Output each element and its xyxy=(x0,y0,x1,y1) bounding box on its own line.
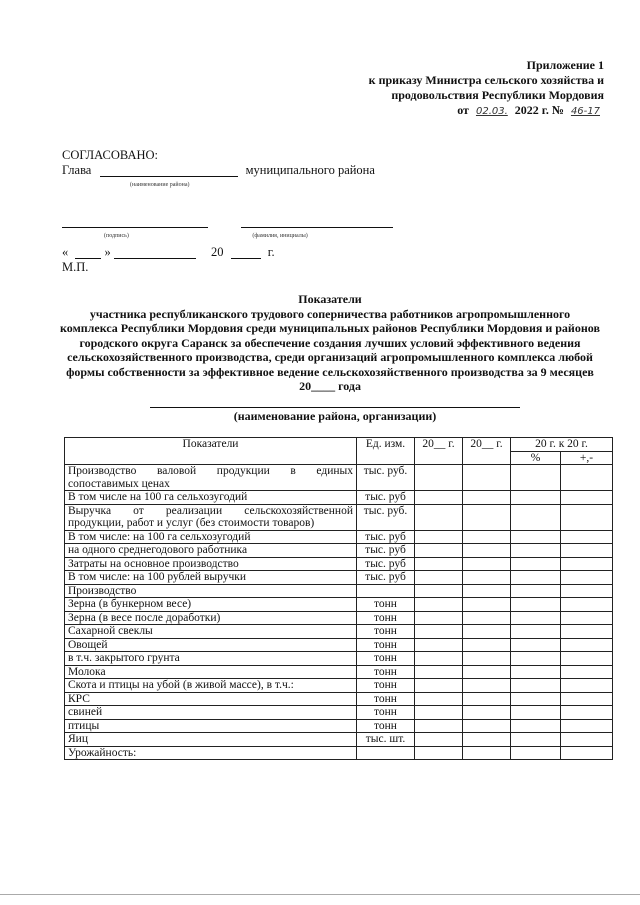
table-row xyxy=(65,504,613,530)
month-field[interactable] xyxy=(114,258,196,259)
district-caption: (наименование района) xyxy=(130,182,190,188)
unit-cell: тыс. руб xyxy=(357,544,415,558)
table-row xyxy=(65,584,613,598)
plusminus-cell[interactable] xyxy=(561,625,613,639)
header-year2: 20__ г. xyxy=(463,438,511,465)
unit-cell: тонн xyxy=(357,638,415,652)
plusminus-cell[interactable] xyxy=(561,584,613,598)
year1-cell[interactable] xyxy=(415,544,463,558)
year1-cell[interactable] xyxy=(415,733,463,747)
document-title xyxy=(60,292,600,394)
percent-cell[interactable] xyxy=(511,611,561,625)
percent-cell[interactable] xyxy=(511,679,561,693)
percent-cell[interactable] xyxy=(511,544,561,558)
percent-cell[interactable] xyxy=(511,491,561,505)
approval-head-label: Глава xyxy=(62,163,92,177)
indicator-label: Овощей xyxy=(65,638,357,652)
year1-cell[interactable] xyxy=(415,665,463,679)
unit-cell: тыс. руб xyxy=(357,530,415,544)
table-row xyxy=(65,638,613,652)
year2-cell[interactable] xyxy=(463,665,511,679)
year2-cell[interactable] xyxy=(463,692,511,706)
unit-cell xyxy=(357,584,415,598)
unit-cell: тонн xyxy=(357,665,415,679)
percent-cell[interactable] xyxy=(511,465,561,491)
year2-cell[interactable] xyxy=(463,530,511,544)
table-row xyxy=(65,692,613,706)
signature-captions xyxy=(62,229,393,243)
approval-head-line xyxy=(62,163,393,177)
scan-edge xyxy=(0,894,640,895)
indicators-table xyxy=(64,437,613,760)
indicator-label: Зерна (в весе после доработки) xyxy=(65,611,357,625)
indicator-label: Молока xyxy=(65,665,357,679)
plusminus-cell[interactable] xyxy=(561,665,613,679)
plusminus-cell[interactable] xyxy=(561,746,613,760)
appendix-order-line: к приказу Министра сельского хозяйства и xyxy=(368,73,604,87)
percent-cell[interactable] xyxy=(511,598,561,612)
indicator-label: Производство валовой продукции в единых сопоставимых ценах xyxy=(65,465,357,491)
year1-cell[interactable] xyxy=(415,557,463,571)
appendix-block xyxy=(304,58,604,119)
table-body xyxy=(65,465,613,760)
plusminus-cell[interactable] xyxy=(561,504,613,530)
unit-cell: тыс. руб xyxy=(357,571,415,585)
unit-cell: тыс. руб xyxy=(357,491,415,505)
year1-cell[interactable] xyxy=(415,746,463,760)
signature-caption: (подпись) xyxy=(104,233,129,239)
year1-cell[interactable] xyxy=(415,706,463,720)
unit-cell: тонн xyxy=(357,611,415,625)
name-field[interactable] xyxy=(241,227,393,228)
table-row xyxy=(65,706,613,720)
plusminus-cell[interactable] xyxy=(561,706,613,720)
unit-cell: тыс. шт. xyxy=(357,733,415,747)
indicator-label: Зерна (в бункерном весе) xyxy=(65,598,357,612)
table-row xyxy=(65,557,613,571)
year1-cell[interactable] xyxy=(415,504,463,530)
header-percent: % xyxy=(511,451,561,465)
percent-cell[interactable] xyxy=(511,584,561,598)
plusminus-cell[interactable] xyxy=(561,652,613,666)
year2-cell[interactable] xyxy=(463,544,511,558)
year2-cell[interactable] xyxy=(463,598,511,612)
year1-cell[interactable] xyxy=(415,652,463,666)
indicator-label: В том числе: на 100 га сельхозугодий xyxy=(65,530,357,544)
indicator-label: свиней xyxy=(65,706,357,720)
year2-cell[interactable] xyxy=(463,733,511,747)
year2-cell[interactable] xyxy=(463,706,511,720)
year2-cell[interactable] xyxy=(463,571,511,585)
year1-cell[interactable] xyxy=(415,571,463,585)
appendix-date-prefix: от xyxy=(457,103,469,117)
district-field[interactable] xyxy=(100,176,238,177)
table-row xyxy=(65,746,613,760)
approval-head-suffix: муниципального района xyxy=(245,163,375,177)
plusminus-cell[interactable] xyxy=(561,530,613,544)
appendix-year-text: 2022 г. № xyxy=(514,103,564,117)
year1-cell[interactable] xyxy=(415,491,463,505)
date-open-quote: « xyxy=(62,245,69,259)
percent-cell[interactable] xyxy=(511,665,561,679)
approval-heading: СОГЛАСОВАНО: xyxy=(62,148,159,162)
table-row xyxy=(65,598,613,612)
table-row xyxy=(65,733,613,747)
table-header-row xyxy=(65,438,613,452)
plusminus-cell[interactable] xyxy=(561,692,613,706)
plusminus-cell[interactable] xyxy=(561,679,613,693)
header-unit: Ед. изм. xyxy=(357,438,415,465)
plusminus-cell[interactable] xyxy=(561,598,613,612)
year1-cell[interactable] xyxy=(415,679,463,693)
year2-cell[interactable] xyxy=(463,719,511,733)
year2-cell[interactable] xyxy=(463,611,511,625)
table-row xyxy=(65,491,613,505)
unit-cell: тонн xyxy=(357,598,415,612)
plusminus-cell[interactable] xyxy=(561,491,613,505)
plusminus-cell[interactable] xyxy=(561,557,613,571)
signature-line-row xyxy=(62,214,393,228)
table-row xyxy=(65,665,613,679)
unit-cell: тыс. руб. xyxy=(357,504,415,530)
approval-block xyxy=(62,148,393,274)
table-row xyxy=(65,544,613,558)
percent-cell[interactable] xyxy=(511,504,561,530)
table-row xyxy=(65,571,613,585)
plusminus-cell[interactable] xyxy=(561,544,613,558)
percent-cell[interactable] xyxy=(511,652,561,666)
year2-cell[interactable] xyxy=(463,679,511,693)
appendix-number-handwritten: 46-17 xyxy=(570,106,600,117)
table-row xyxy=(65,719,613,733)
header-indicator: Показатели xyxy=(65,438,357,465)
plusminus-cell[interactable] xyxy=(561,571,613,585)
indicator-label: Яиц xyxy=(65,733,357,747)
unit-cell: тонн xyxy=(357,652,415,666)
title-heading: Показатели xyxy=(298,292,362,306)
year2-cell[interactable] xyxy=(463,584,511,598)
year1-cell[interactable] xyxy=(415,692,463,706)
plusminus-cell[interactable] xyxy=(561,733,613,747)
organization-caption: (наименование района, организации) xyxy=(233,409,437,423)
year2-cell[interactable] xyxy=(463,638,511,652)
header-ratio: 20 г. к 20 г. xyxy=(511,438,613,452)
percent-cell[interactable] xyxy=(511,530,561,544)
year2-cell[interactable] xyxy=(463,746,511,760)
title-body: участника республиканского трудового соперничества работников агропромышленного комплекса Республики Мордовия среди муниципальных районов Республики Мордовия и районов городского округа Саранск за обеспечение создания лучших условий эффективного ведения сельскохозяйственного производства, среди организаций агропромышленного комплекса любой формы собственности за эффективное ведение сельскохозяйственного производства за 9 месяцев 20____ года xyxy=(60,306,600,393)
indicator-label: в т.ч. закрытого грунта xyxy=(65,652,357,666)
table-row xyxy=(65,652,613,666)
appendix-title: Приложение 1 xyxy=(526,58,604,72)
indicator-label: Производство xyxy=(65,584,357,598)
percent-cell[interactable] xyxy=(511,692,561,706)
appendix-date-line xyxy=(304,103,604,119)
unit-cell: тыс. руб xyxy=(357,557,415,571)
unit-cell xyxy=(357,746,415,760)
percent-cell[interactable] xyxy=(511,557,561,571)
year1-cell[interactable] xyxy=(415,584,463,598)
plusminus-cell[interactable] xyxy=(561,611,613,625)
indicator-label: на одного среднегодового работника xyxy=(65,544,357,558)
percent-cell[interactable] xyxy=(511,625,561,639)
year1-cell[interactable] xyxy=(415,625,463,639)
indicator-label: Сахарной свеклы xyxy=(65,625,357,639)
table-row xyxy=(65,679,613,693)
year2-cell[interactable] xyxy=(463,557,511,571)
indicator-label: птицы xyxy=(65,719,357,733)
appendix-ministry-line: продовольствия Республики Мордовия xyxy=(391,88,604,102)
indicator-label: Выручка от реализации сельскохозяйственной продукции, работ и услуг (без стоимости товаров) xyxy=(65,504,357,530)
unit-cell: тонн xyxy=(357,625,415,639)
indicator-label: Урожайность: xyxy=(65,746,357,760)
indicator-label: Скота и птицы на убой (в живой массе), в т.ч.: xyxy=(65,679,357,693)
unit-cell: тыс. руб. xyxy=(357,465,415,491)
year1-cell[interactable] xyxy=(415,611,463,625)
table-row xyxy=(65,611,613,625)
plusminus-cell[interactable] xyxy=(561,638,613,652)
table-row xyxy=(65,625,613,639)
unit-cell: тонн xyxy=(357,679,415,693)
year2-cell[interactable] xyxy=(463,504,511,530)
indicator-label: Затраты на основное производство xyxy=(65,557,357,571)
year-suffix: г. xyxy=(267,245,275,259)
plusminus-cell[interactable] xyxy=(561,719,613,733)
approval-date-line xyxy=(62,245,393,259)
year1-cell[interactable] xyxy=(415,719,463,733)
appendix-date-handwritten: 02.03. xyxy=(475,106,508,117)
percent-cell[interactable] xyxy=(511,719,561,733)
year1-cell[interactable] xyxy=(415,638,463,652)
year-field[interactable] xyxy=(231,258,261,259)
unit-cell: тонн xyxy=(357,719,415,733)
plusminus-cell[interactable] xyxy=(561,465,613,491)
signature-field[interactable] xyxy=(62,227,208,228)
percent-cell[interactable] xyxy=(511,733,561,747)
year2-cell[interactable] xyxy=(463,491,511,505)
percent-cell[interactable] xyxy=(511,706,561,720)
year2-cell[interactable] xyxy=(463,465,511,491)
organization-line[interactable] xyxy=(150,407,520,408)
unit-cell: тонн xyxy=(357,706,415,720)
indicator-label: КРС xyxy=(65,692,357,706)
year1-cell[interactable] xyxy=(415,465,463,491)
percent-cell[interactable] xyxy=(511,746,561,760)
indicator-label: В том числе на 100 га сельхозугодий xyxy=(65,491,357,505)
year2-cell[interactable] xyxy=(463,652,511,666)
header-plusminus: +,- xyxy=(561,451,613,465)
day-field[interactable] xyxy=(75,258,101,259)
percent-cell[interactable] xyxy=(511,638,561,652)
date-close-quote: » xyxy=(104,245,111,259)
table-row xyxy=(65,530,613,544)
year1-cell[interactable] xyxy=(415,598,463,612)
percent-cell[interactable] xyxy=(511,571,561,585)
indicator-label: В том числе: на 100 рублей выручки xyxy=(65,571,357,585)
year1-cell[interactable] xyxy=(415,530,463,544)
seal-label: М.П. xyxy=(62,260,89,274)
table-row xyxy=(65,465,613,491)
year-prefix: 20 xyxy=(211,245,224,259)
unit-cell: тонн xyxy=(357,692,415,706)
header-year1: 20__ г. xyxy=(415,438,463,465)
year2-cell[interactable] xyxy=(463,625,511,639)
name-caption: (фамилия, инициалы) xyxy=(252,233,308,239)
